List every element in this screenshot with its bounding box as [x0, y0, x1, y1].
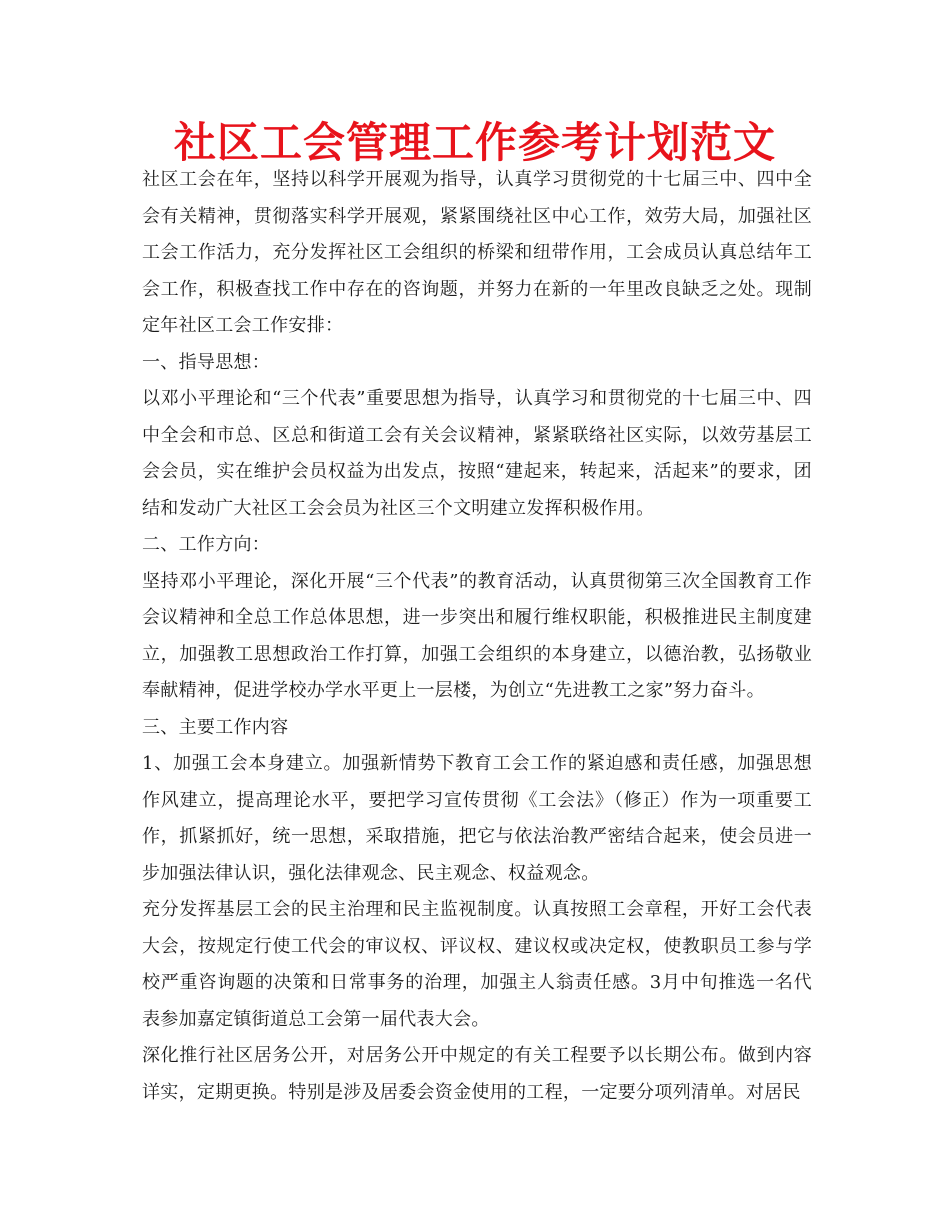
section-heading-work-direction: 二、工作方向： [142, 534, 271, 555]
section-heading-guiding-thought: 一、指导思想： [142, 351, 271, 373]
section-heading-main-content: 三、主要工作内容 [142, 716, 289, 738]
paragraph-main-content-3: 深化推行社区居务公开，对居务公开中规定的有关工程要予以长期公布。做到内容详实，定期更换。特别是涉及居委会资金使用的工程，一定要分项列清单。对居民 [142, 1045, 812, 1103]
paragraph-main-content-1: 1、加强工会本身建立。加强新情势下教育工会工作的紧迫感和责任感，加强思想作风建立，提高理论水平，要把学习宣传贯彻《工会法》（修正）作为一项重要工作，抓紧抓好，统一思想，采取措施，把它与依法治教严密结合起来，使会员进一步加强法律认识，强化法律观念、民主观念、权益观念。 [142, 753, 812, 884]
paragraph-intro: 社区工会在年，坚持以科学开展观为指导，认真学习贯彻党的十七届三中、四中全会有关精神，贯彻落实科学开展观，紧紧围绕社区中心工作，效劳大局，加强社区工会工作活力，充分发挥社区工会组织的桥梁和纽带作用，工会成员认真总结年工会工作，积极查找工作中存在的咨询题，并努力在新的一年里改良缺乏之处。现制定年社区工会工作安排： [142, 169, 812, 336]
paragraph-guiding-thought: 以邓小平理论和“三个代表”重要思想为指导，认真学习和贯彻党的十七届三中、四中全会和市总、区总和街道工会有关会议精神，紧紧联络社区实际，以效劳基层工会会员，实在维护会员权益为出发点，按照“建起来，转起来，活起来”的要求，团结和发动广大社区工会会员为社区三个文明建立发挥积极作用。 [142, 388, 812, 519]
document-body [142, 162, 812, 1111]
paragraph-work-direction: 坚持邓小平理论，深化开展“三个代表”的教育活动，认真贯彻第三次全国教育工作会议精神和全总工作总体思想，进一步突出和履行维权职能，积极推进民主制度建立，加强教工思想政治工作打算，加强工会组织的本身建立，以德治教，弘扬敬业奉献精神，促进学校办学水平更上一层楼，为创立“先进教工之家”努力奋斗。 [142, 570, 812, 701]
paragraph-main-content-2: 充分发挥基层工会的民主治理和民主监视制度。认真按照工会章程，开好工会代表大会，按规定行使工代会的审议权、评议权、建议权或决定权，使教职员工参与学校严重咨询题的决策和日常事务的治理，加强主人翁责任感。3月中旬推选一名代表参加嘉定镇街道总工会第一届代表大会。 [142, 899, 812, 1030]
document-title: 社区工会管理工作参考计划范文 [173, 118, 776, 167]
